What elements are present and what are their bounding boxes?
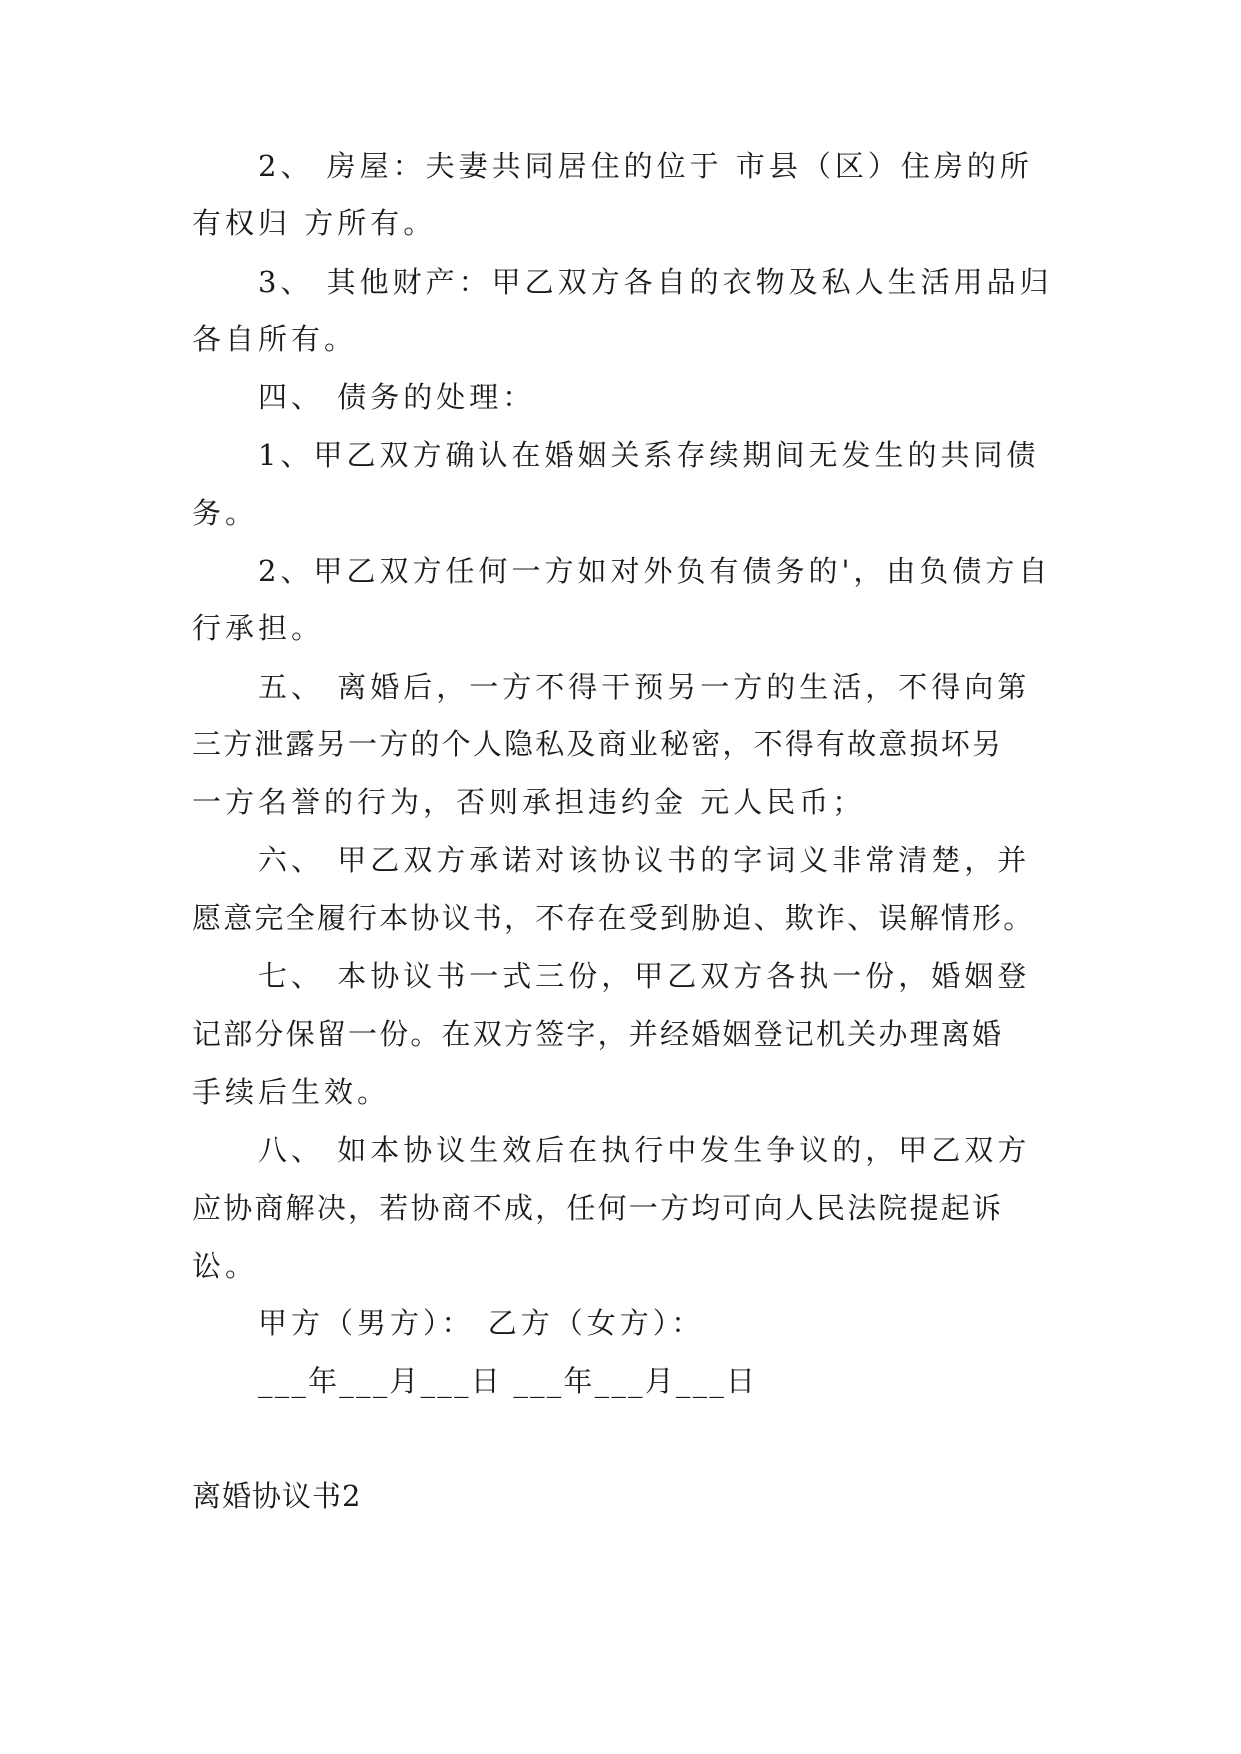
paragraph-line: 三方泄露另一方的个人隐私及商业秘密，不得有故意损坏另 xyxy=(192,727,1004,761)
paragraph-line: 五、 离婚后，一方不得干预另一方的生活，不得向第 xyxy=(258,670,1031,704)
paragraph-line: 七、 本协议书一式三份，甲乙双方各执一份，婚姻登 xyxy=(258,959,1031,993)
paragraph-line: 各自所有。 xyxy=(192,322,358,356)
paragraph-line: 一方名誉的行为，否则承担违约金 元人民币； xyxy=(192,785,866,819)
paragraph-line: 3、 其他财产：甲乙双方各自的衣物及私人生活用品归 xyxy=(258,265,1053,299)
paragraph-line: 应协商解决，若协商不成，任何一方均可向人民法院提起诉 xyxy=(192,1191,1004,1225)
signature-dates: ___年___月___日 ___年___月___日 xyxy=(258,1364,758,1398)
paragraph-line: 讼。 xyxy=(192,1249,259,1283)
paragraph-line: 务。 xyxy=(192,496,259,530)
paragraph-line: 手续后生效。 xyxy=(192,1075,391,1109)
paragraph-line: 记部分保留一份。在双方签字，并经婚姻登记机关办理离婚 xyxy=(192,1017,1004,1051)
section-heading: 离婚协议书2 xyxy=(192,1479,362,1513)
signature-parties: 甲方（男方）： 乙方（女方）： xyxy=(258,1306,705,1340)
paragraph-line: 2、甲乙双方任何一方如对外负有债务的'，由负债方自 xyxy=(258,554,1052,588)
paragraph-line: 六、 甲乙双方承诺对该协议书的字词义非常清楚，并 xyxy=(258,843,1031,877)
paragraph-line: 行承担。 xyxy=(192,611,325,645)
paragraph-line: 有权归 方所有。 xyxy=(192,206,437,240)
paragraph-line: 愿意完全履行本协议书，不存在受到胁迫、欺诈、误解情形。 xyxy=(192,901,1035,935)
paragraph-line: 八、 如本协议生效后在执行中发生争议的，甲乙双方 xyxy=(258,1133,1031,1167)
paragraph-line: 2、 房屋：夫妻共同居住的位于 市县（区）住房的所 xyxy=(258,149,1033,183)
paragraph-line: 四、 债务的处理： xyxy=(258,380,536,414)
paragraph-line: 1、甲乙双方确认在婚姻关系存续期间无发生的共同债 xyxy=(258,438,1040,472)
